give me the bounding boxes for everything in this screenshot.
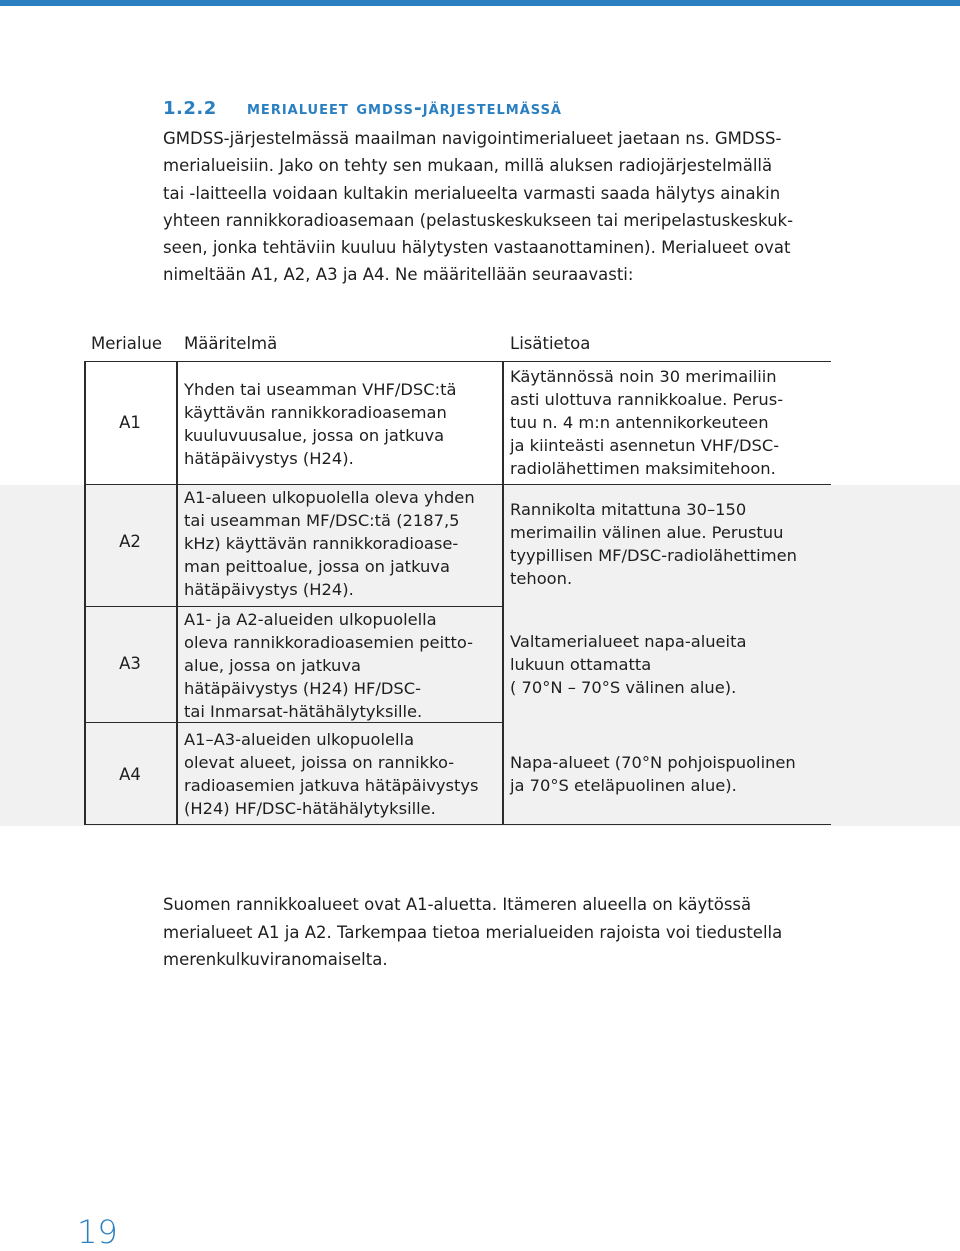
text-line: olevat alueet, joissa on rannikko- — [184, 753, 455, 772]
text-line: man peittoalue, jossa on jatkuva — [184, 557, 450, 576]
text-line: radiolähettimen maksimitehoon. — [510, 459, 776, 478]
text-line: asti ulottuva rannikkoalue. Perus- — [510, 390, 784, 409]
text-line: kuuluvuusalue, jossa on jatkuva — [184, 426, 445, 445]
text-line: Napa-alueet (70°N pohjoispuolinen — [510, 753, 796, 772]
intro-line: yhteen rannikkoradioasemaan (pelastuskeskukseen tai meripelastuskeskuk- — [163, 210, 794, 230]
closing-paragraph — [163, 891, 782, 974]
text-line: Valtamerialueet napa-alueita — [510, 632, 747, 651]
info-a4 — [510, 751, 796, 797]
text-line: ja 70°S eteläpuolinen alue). — [510, 776, 737, 795]
intro-line: seen, jonka tehtäviin kuuluu hälytysten vastaanottaminen). Merialueet ovat — [163, 238, 791, 258]
definition-a2 — [184, 486, 475, 601]
intro-line: tai -laitteella voidaan kultakin merialueelta varmasti saada hälytys ainakin — [163, 183, 781, 203]
outro-line: merialueet A1 ja A2. Tarkempaa tietoa merialueiden rajoista voi tiedustella — [163, 922, 783, 942]
text-line: tehoon. — [510, 569, 573, 588]
row-divider — [84, 606, 504, 607]
header-rule — [84, 361, 831, 362]
row-divider — [84, 484, 831, 485]
header-definition: Määritelmä — [184, 334, 278, 353]
text-line: tuu n. 4 m:n antennikorkeuteen — [510, 413, 769, 432]
sea-areas-table — [84, 334, 831, 826]
section-number: 1.2.2 — [163, 98, 217, 119]
definition-a4 — [184, 728, 479, 820]
text-line: hätäpäivystys (H24). — [184, 449, 354, 468]
text-line: tyypillisen MF/DSC-radiolähettimen — [510, 546, 797, 565]
text-line: kHz) käyttävän rannikkoradioase- — [184, 534, 459, 553]
info-a2 — [510, 498, 797, 590]
info-a1 — [510, 365, 783, 480]
text-line: A1- ja A2-alueiden ulkopuolella — [184, 610, 437, 629]
text-line: ( 70°N – 70°S välinen alue). — [510, 678, 737, 697]
column-rule — [502, 361, 504, 825]
area-code-a4: A4 — [119, 765, 141, 784]
text-line: lukuun ottamatta — [510, 655, 652, 674]
section-title: merialueet gmdss-järjestelmässä — [247, 97, 562, 119]
area-code-a2: A2 — [119, 532, 141, 551]
intro-line: nimeltään A1, A2, A3 ja A4. Ne määritellään seuraavasti: — [163, 265, 634, 285]
intro-line: merialueisiin. Jako on tehty sen mukaan, millä aluksen radiojärjestelmällä — [163, 156, 773, 176]
area-code-a3: A3 — [119, 654, 141, 673]
area-code-a1: A1 — [119, 413, 141, 432]
text-line: hätäpäivystys (H24). — [184, 580, 354, 599]
bottom-rule — [84, 824, 831, 825]
header-info: Lisätietoa — [510, 334, 591, 353]
section-heading — [163, 97, 562, 119]
text-line: tai Inmarsat-hätähälytyksille. — [184, 702, 423, 721]
text-line: Yhden tai useamman VHF/DSC:tä — [184, 380, 457, 399]
column-rule — [176, 361, 178, 825]
text-line: A1-alueen ulkopuolella oleva yhden — [184, 488, 475, 507]
text-line: oleva rannikkoradioasemien peitto- — [184, 633, 473, 652]
intro-paragraph — [163, 125, 843, 289]
text-line: merimailin välinen alue. Perustuu — [510, 523, 784, 542]
page-number: 19 — [77, 1213, 118, 1251]
text-line: A1–A3-alueiden ulkopuolella — [184, 730, 415, 749]
text-line: käyttävän rannikkoradioaseman — [184, 403, 447, 422]
definition-a1 — [184, 378, 456, 470]
text-line: ja kiinteästi asennetun VHF/DSC- — [510, 436, 780, 455]
text-line: radioasemien jatkuva hätäpäivystys — [184, 776, 479, 795]
outro-line: merenkulkuviranomaiselta. — [163, 950, 388, 969]
outro-line: Suomen rannikkoalueet ovat A1-aluetta. Itämeren alueella on käytössä — [163, 895, 752, 914]
text-line: tai useamman MF/DSC:tä (2187,5 — [184, 511, 460, 530]
header-area: Merialue — [91, 334, 163, 353]
top-accent-rule — [0, 0, 960, 6]
text-line: alue, jossa on jatkuva — [184, 656, 361, 675]
text-line: hätäpäivystys (H24) HF/DSC- — [184, 679, 421, 698]
definition-a3 — [184, 608, 473, 723]
intro-line: GMDSS-järjestelmässä maailman navigointimerialueet jaetaan ns. GMDSS- — [163, 129, 782, 148]
text-line: (H24) HF/DSC-hätähälytyksille. — [184, 799, 436, 818]
info-a3 — [510, 630, 746, 699]
text-line: Rannikolta mitattuna 30–150 — [510, 500, 747, 519]
text-line: Käytännössä noin 30 merimailiin — [510, 367, 777, 386]
